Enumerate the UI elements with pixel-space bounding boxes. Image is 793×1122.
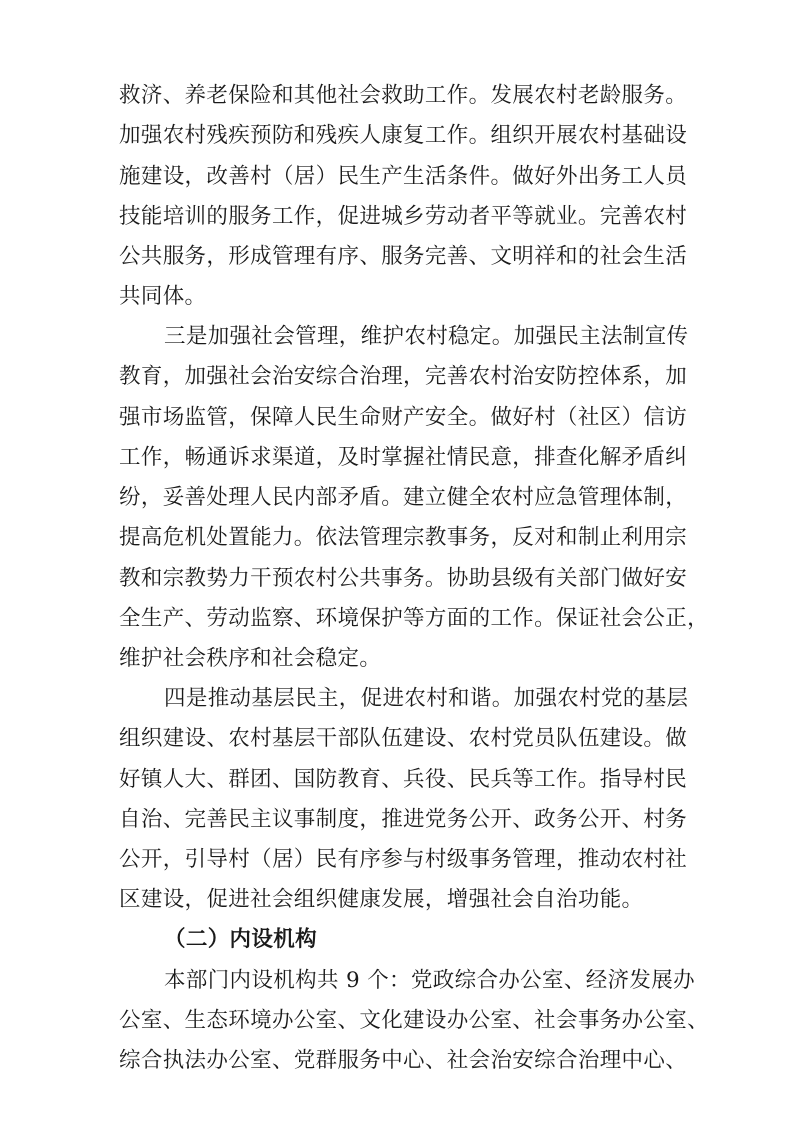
text-line: 全生产、劳动监察、环境保护等方面的工作。保证社会公正， bbox=[119, 606, 709, 631]
text-line: 公室、生态环境办公室、文化建设办公室、社会事务办公室、 bbox=[119, 1008, 709, 1033]
paragraph-start-line: 四是推动基层民主，促进农村和谐。加强农村党的基层 bbox=[164, 686, 689, 711]
text-line: 纷，妥善处理人民内部矛盾。建立健全农村应急管理体制， bbox=[119, 485, 688, 510]
text-line: 强市场监管，保障人民生命财产安全。做好村（社区）信访 bbox=[119, 405, 688, 430]
text-line: 组织建设、农村基层干部队伍建设、农村党员队伍建设。做 bbox=[119, 726, 688, 751]
text-line: 维护社会秩序和社会稳定。 bbox=[119, 646, 382, 671]
text-line: 教育，加强社会治安综合治理，完善农村治安防控体系，加 bbox=[119, 364, 688, 389]
text-line: 公开，引导村（居）民有序参与村级事务管理，推动农村社 bbox=[119, 847, 688, 872]
text-line: 自治、完善民主议事制度，推进党务公开、政务公开、村务 bbox=[119, 807, 688, 832]
text-line: 共同体。 bbox=[119, 284, 207, 309]
text-line: 加强农村残疾预防和残疾人康复工作。组织开展农村基础设 bbox=[119, 123, 688, 148]
paragraph-start-line: 三是加强社会管理，维护农村稳定。加强民主法制宣传 bbox=[164, 324, 689, 349]
text-line: 区建设，促进社会组织健康发展，增强社会自治功能。 bbox=[119, 887, 644, 912]
text-line: 工作，畅通诉求渠道，及时掌握社情民意，排查化解矛盾纠 bbox=[119, 445, 688, 470]
text-line: 教和宗教势力干预农村公共事务。协助县级有关部门做好安 bbox=[119, 566, 688, 591]
text-line: 公共服务，形成管理有序、服务完善、文明祥和的社会生活 bbox=[119, 244, 688, 269]
text-line: 救济、养老保险和其他社会救助工作。发展农村老龄服务。 bbox=[119, 83, 688, 108]
section-heading: （二）内设机构 bbox=[164, 927, 317, 952]
text-line: 技能培训的服务工作，促进城乡劳动者平等就业。完善农村 bbox=[119, 204, 688, 229]
text-line: 好镇人大、群团、国防教育、兵役、民兵等工作。指导村民 bbox=[119, 767, 688, 792]
text-line: 综合执法办公室、党群服务中心、社会治安综合治理中心、 bbox=[119, 1048, 688, 1073]
text-line: 施建设，改善村（居）民生产生活条件。做好外出务工人员 bbox=[119, 164, 688, 189]
text-line: 提高危机处置能力。依法管理宗教事务，反对和制止利用宗 bbox=[119, 525, 688, 550]
paragraph-start-line: 本部门内设机构共 9 个：党政综合办公室、经济发展办 bbox=[164, 968, 695, 993]
